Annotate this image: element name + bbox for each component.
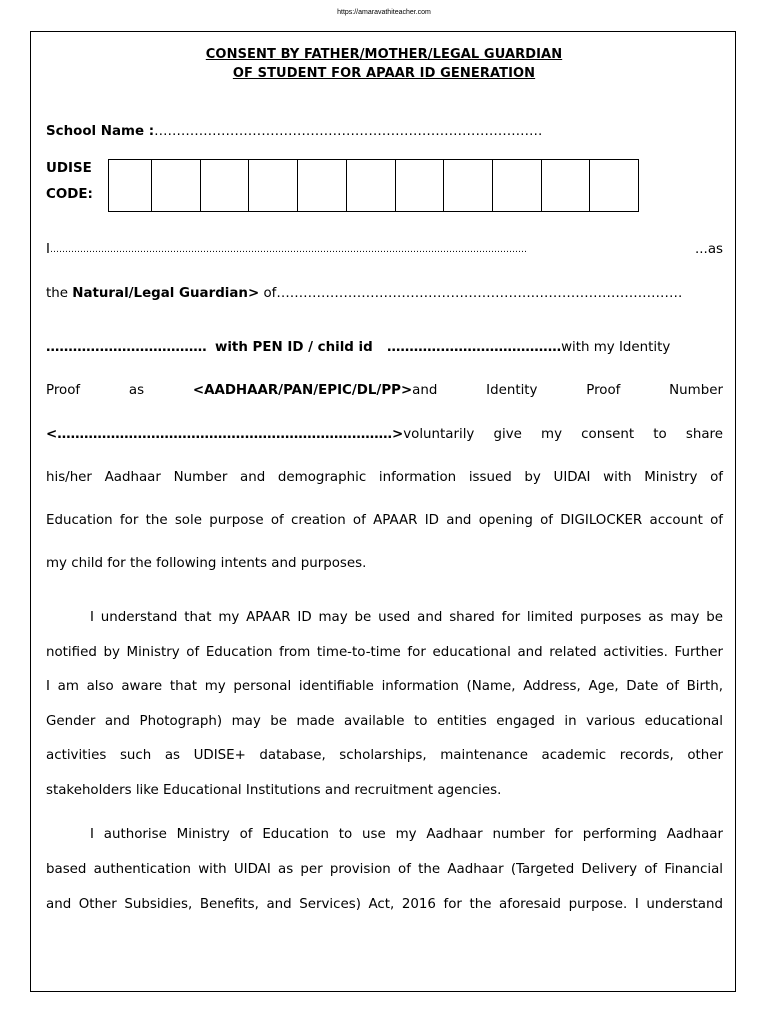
udise-digit-box[interactable] bbox=[541, 160, 590, 211]
understand-line-3: I am also aware that my personal identifiable information (Name, Address, Age, Date of Birth, bbox=[46, 679, 723, 694]
consent-line-6: his/her Aadhaar Number and demographic information issued by UIDAI with Ministry of bbox=[46, 470, 723, 485]
udise-digit-box[interactable] bbox=[589, 160, 638, 211]
udise-digit-box[interactable] bbox=[297, 160, 346, 211]
school-name-label: School Name : bbox=[46, 124, 155, 139]
understand-line-1: I understand that my APAAR ID may be used and shared for limited purposes as may be bbox=[90, 610, 723, 625]
consent-line-1 bbox=[46, 242, 723, 259]
text-identity: Identity bbox=[486, 383, 538, 398]
consent-line-2 bbox=[46, 286, 723, 301]
consent-line-7: Education for the sole purpose of creation of APAAR ID and opening of DIGILOCKER account of bbox=[46, 513, 723, 528]
text-number: Number bbox=[669, 383, 723, 398]
udise-label-line-1: UDISE bbox=[46, 161, 92, 176]
authorise-line-1: I authorise Ministry of Education to use my Aadhaar number for performing Aadhaar bbox=[90, 827, 723, 842]
form-title-line-2: OF STUDENT FOR APAAR ID GENERATION bbox=[232, 66, 536, 81]
text-proof-2: Proof bbox=[586, 383, 621, 398]
source-url: https://amaravathiteacher.com bbox=[337, 9, 431, 16]
udise-digit-box[interactable] bbox=[109, 160, 151, 211]
consent-as: ...as bbox=[695, 242, 723, 257]
consent-line-8: my child for the following intents and purposes. bbox=[46, 556, 367, 571]
id-number-blank[interactable]: <…………………………………………………………………> bbox=[46, 427, 404, 442]
text-of: of bbox=[263, 286, 277, 301]
pen-id-blank[interactable]: ………………………………… bbox=[387, 340, 562, 355]
school-name-row bbox=[46, 124, 723, 139]
authorise-line-3: and Other Subsidies, Benefits, and Services) Act, 2016 for the aforesaid purpose. I understand bbox=[46, 897, 723, 912]
understand-line-4: Gender and Photograph) may be made available to entities engaged in various educational bbox=[46, 714, 723, 729]
consent-share-text: voluntarily give my consent to share bbox=[403, 427, 723, 442]
udise-digit-box[interactable] bbox=[492, 160, 541, 211]
consent-line-3 bbox=[46, 340, 723, 355]
identity-text: with my Identity bbox=[561, 340, 671, 355]
understand-line-2: notified by Ministry of Education from time-to-time for educational and related activities. Further bbox=[46, 645, 723, 660]
id-type-options: <AADHAAR/PAN/EPIC/DL/PP> bbox=[192, 383, 413, 398]
text-the: the bbox=[46, 286, 68, 301]
guardian-type-label: Natural/Legal Guardian> bbox=[72, 286, 260, 301]
parent-name-blank[interactable]: …………………………………………………………………………………………………………………………………………… bbox=[49, 245, 527, 255]
udise-digit-box[interactable] bbox=[395, 160, 444, 211]
text-as: as bbox=[128, 383, 145, 398]
pen-prefix-blank[interactable]: ……………………………… bbox=[46, 340, 207, 355]
udise-digit-box[interactable] bbox=[151, 160, 200, 211]
school-name-blank[interactable]: …………………………………………………………………………… bbox=[154, 124, 543, 139]
text-proof: Proof bbox=[46, 383, 81, 398]
text-and: and bbox=[412, 383, 438, 398]
udise-digit-box[interactable] bbox=[443, 160, 492, 211]
authorise-line-2: based authentication with UIDAI as per provision of the Aadhaar (Targeted Delivery of Financial bbox=[46, 862, 723, 877]
form-title-line-1: CONSENT BY FATHER/MOTHER/LEGAL GUARDIAN bbox=[205, 47, 563, 62]
udise-label-line-2: CODE: bbox=[46, 187, 93, 202]
understand-line-6: stakeholders like Educational Institutions and recruitment agencies. bbox=[46, 783, 502, 798]
understand-line-5: activities such as UDISE+ database, scholarships, maintenance academic records, other bbox=[46, 748, 723, 763]
pen-id-label: with PEN ID / child id bbox=[214, 340, 373, 355]
student-name-blank[interactable]: ………………………………………………….…………………………… bbox=[276, 286, 683, 301]
udise-digit-box[interactable] bbox=[346, 160, 395, 211]
consent-line-5 bbox=[46, 427, 723, 442]
udise-digit-box[interactable] bbox=[248, 160, 297, 211]
consent-i: I bbox=[46, 242, 50, 257]
udise-code-boxes bbox=[108, 159, 639, 212]
udise-digit-box[interactable] bbox=[200, 160, 249, 211]
consent-line-4 bbox=[46, 383, 723, 398]
